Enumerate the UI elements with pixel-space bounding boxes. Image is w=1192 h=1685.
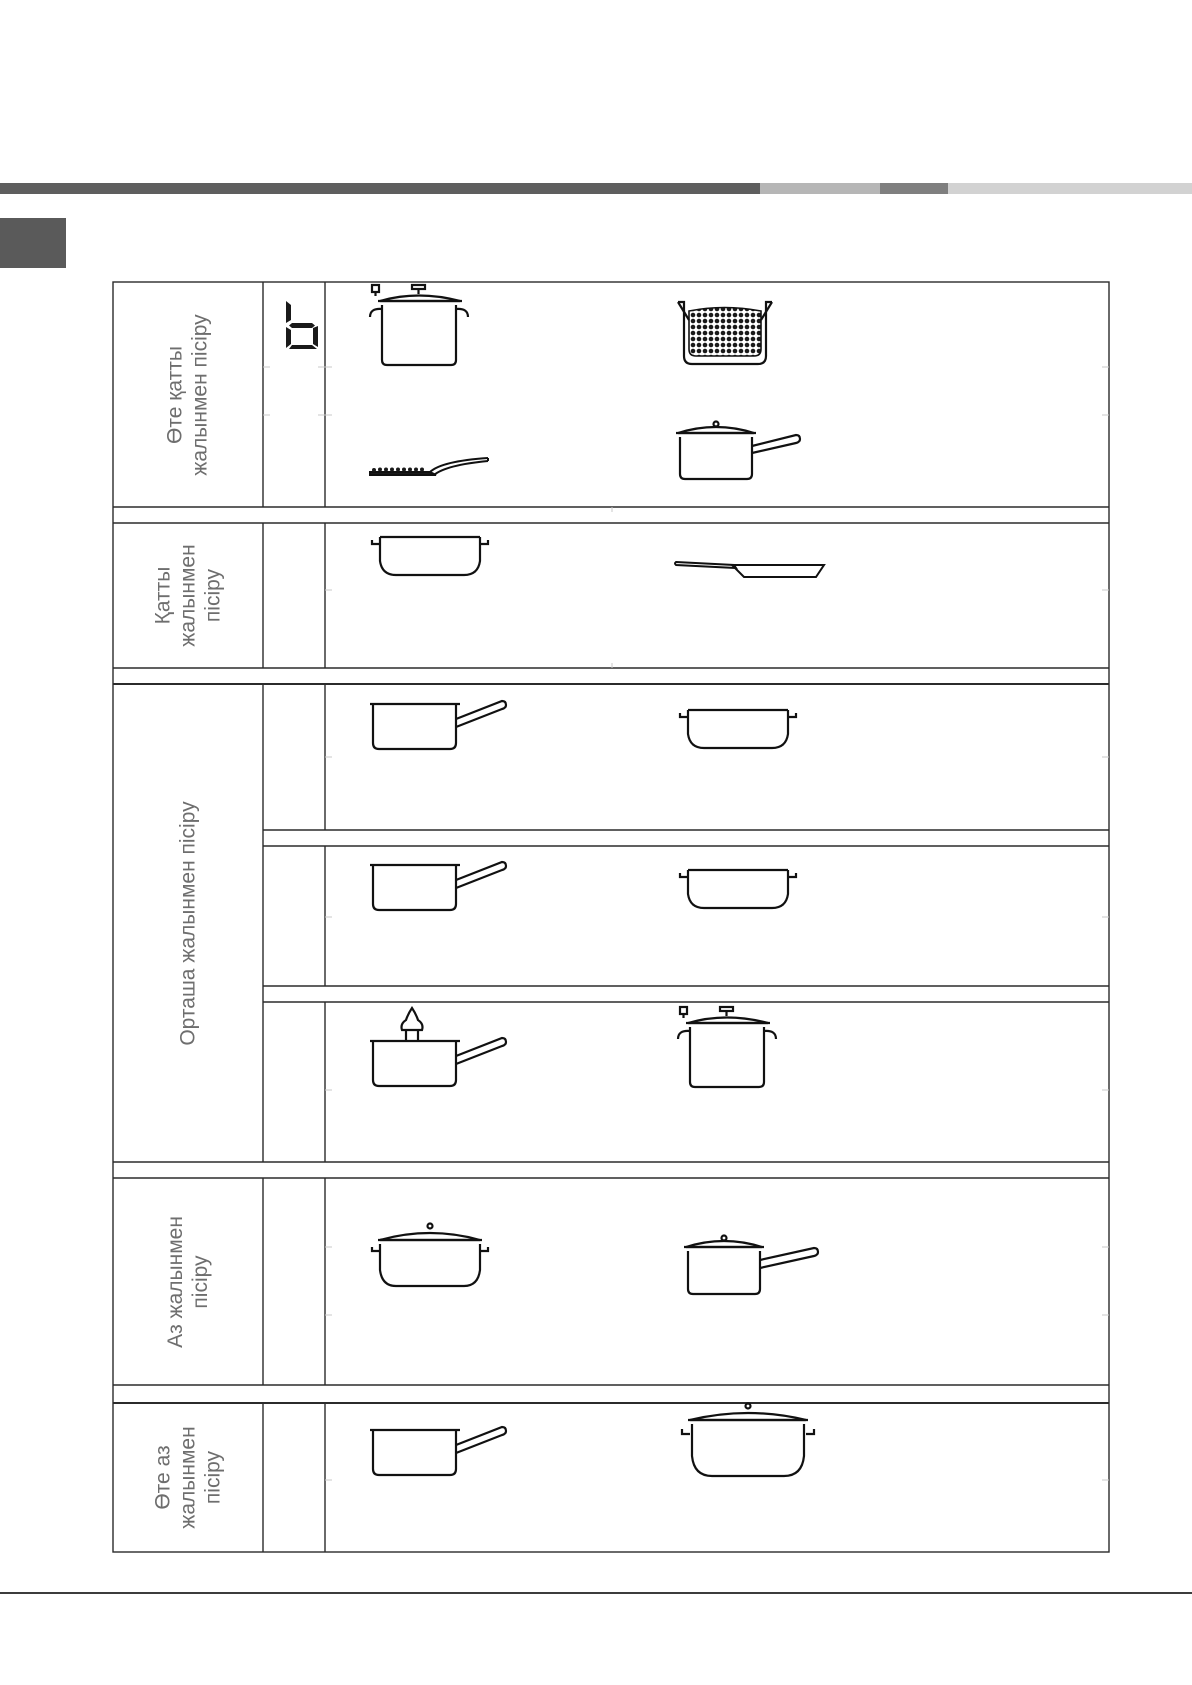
lidded-saucepan-icon — [672, 418, 802, 483]
bottom-rule — [0, 1592, 1192, 1594]
casserole-icon — [678, 864, 798, 914]
casserole-icon — [370, 531, 490, 581]
grill-pan-icon — [366, 452, 494, 482]
lidded-casserole-icon — [370, 1222, 490, 1290]
fry-basket-icon — [672, 294, 778, 366]
lidded-stockpot-icon — [674, 1004, 780, 1089]
row-label-very-high-heat: Өте қатты жалынмен пісіру — [164, 313, 212, 476]
saucepan-icon — [368, 698, 508, 752]
seven-segment-b-icon — [284, 299, 320, 351]
row-label-medium-heat: Орташа жалынмен пісіру — [176, 800, 200, 1046]
saucepan-icon — [368, 1424, 508, 1478]
frying-pan-icon — [674, 558, 828, 580]
lidded-stockpot-icon — [366, 282, 472, 367]
large-lidded-casserole-icon — [680, 1402, 816, 1480]
lidded-saucepan-icon — [680, 1232, 820, 1298]
row-label-low-heat: Аз жалынмен пісіру — [163, 1215, 212, 1348]
row-label-high-heat: Қатты жалынмен пісіру — [151, 544, 225, 647]
casserole-icon — [678, 704, 798, 754]
saucepan-icon — [368, 859, 508, 913]
milk-boiler-saucepan-icon — [368, 1006, 508, 1089]
row-label-very-low-heat: Өте аз жалынмен пісіру — [151, 1426, 225, 1529]
